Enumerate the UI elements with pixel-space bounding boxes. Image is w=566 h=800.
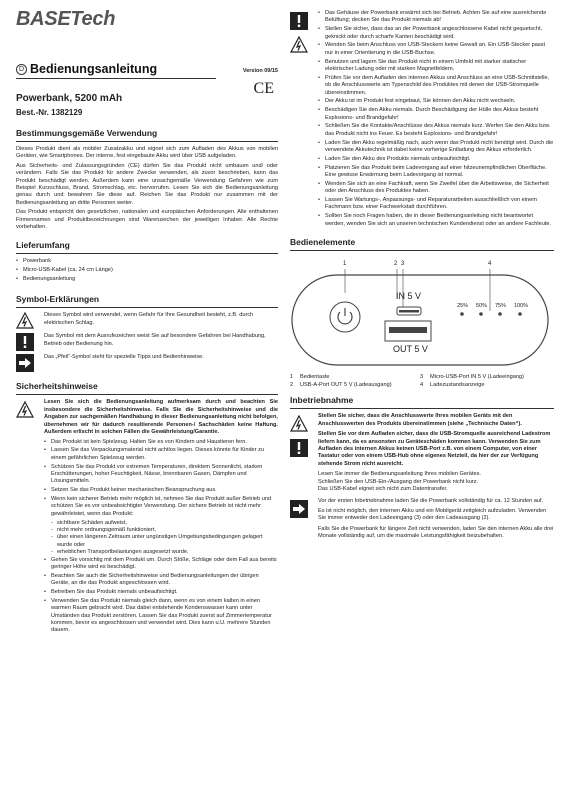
product-name: Powerbank, 5200 mAh — [16, 93, 123, 104]
intended-use-paragraph: Dieses Produkt dient als mobiler Zusatzakku und eignet sich zum Aufladen des Akkus von mobilen Geräten, wie Smartphones. Der interne, fest eingebaute Akku wird über USB aufgeladen. — [16, 146, 278, 160]
symbol-text: Das „Pfeil“-Symbol steht für spezielle Tipps und Bedienhinweise. — [44, 354, 204, 361]
safety-list — [44, 439, 278, 519]
callout-number: 3 — [401, 261, 405, 268]
legend-item: 2 USB-A-Port OUT 5 V (Ladeausgang) — [290, 382, 392, 389]
safety-continued — [290, 10, 554, 229]
list-item: • Prüfen Sie vor dem Aufladen des internen Akkus und Anschluss an eine USB-Schnittstelle, ob die Anschlusswerte am Typenschild des Produktes mit denen der USB-Stromquelle übereinstimmen. — [318, 75, 554, 97]
warning-lightning-icon — [290, 415, 308, 433]
list-item: • Der Akku ist im Produkt fest eingebaut, Sie können den Akku nicht wechseln. — [318, 98, 554, 105]
symbol-row — [16, 333, 278, 351]
list-item: • Schützen Sie das Produkt vor extremen Temperaturen, direktem Sonnenlicht, starken Erschütterungen, hoher Feuchtigkeit, Nässe, brennbaren Gasen, Dämpfen und Lösungsmitteln. — [44, 464, 278, 486]
list-item: • Beschädigen Sie den Akku niemals. Durch Beschädigung der Hülle des Akkus besteht Explosions- und Brandgefahr! — [318, 107, 554, 122]
symbol-row — [16, 354, 278, 372]
startup-tip: Falls Sie die Powerbank für längere Zeit nicht verwenden, laden Sie den internen Akku alle drei Monate vollständig auf, um die maximale Leistungsfähigkeit beizubehalten. — [318, 525, 554, 540]
warning-lightning-icon — [16, 312, 34, 330]
safety-list-continued — [318, 10, 554, 229]
safety-block — [16, 399, 278, 636]
percent-label: 50% — [476, 303, 488, 310]
intended-use-heading: Bestimmungsgemäße Verwendung — [16, 128, 278, 142]
list-item: • Betreiben Sie das Produkt niemals unbeaufsichtigt. — [44, 589, 278, 596]
safety-heading: Sicherheitshinweise — [16, 381, 278, 395]
legend-item: 4 Ladezustandsanzeige — [420, 382, 485, 389]
warning-lightning-icon — [16, 401, 34, 419]
list-item: • Setzen Sie das Produkt keiner mechanischen Beanspruchung aus. — [44, 487, 278, 494]
list-item: • Micro-USB-Kabel (ca. 24 cm Länge) — [16, 267, 278, 274]
startup-note: Das USB-Kabel eignet sich nicht zum Datentransfer. — [318, 486, 448, 493]
exclamation-icon — [290, 439, 308, 457]
icon-stack — [290, 498, 310, 541]
arrow-right-icon — [16, 354, 34, 372]
safety-body — [44, 399, 278, 636]
list-item: • Das Produkt ist kein Spielzeug. Halten Sie es von Kindern und Haustieren fern. — [44, 439, 278, 446]
safety-list — [44, 557, 278, 635]
list-item: • Wenden Sie beim Anschluss von USB-Steckern keine Gewalt an. Ein USB-Stecker passt nur in einer Orientierung in die USB-Buchse. — [318, 42, 554, 57]
out-label: OUT 5 V — [393, 344, 428, 355]
callout-number: 1 — [343, 261, 347, 268]
list-item: • Bedienungsanleitung — [16, 276, 278, 283]
list-item: • Gehen Sie vorsichtig mit dem Produkt um. Durch Stöße, Schläge oder dem Fall aus bereits geringer Höhe wird es beschädigt. — [44, 557, 278, 572]
list-item: • Benutzen und lagern Sie das Produkt nicht in einem Umfeld mit starker statischer elektrischer Ladung oder mit starken Magnetfeldern. — [318, 59, 554, 74]
symbol-text: Dieses Symbol wird verwendet, wenn Gefahr für Ihre Gesundheit besteht, z.B. durch elektrischen Schlag. — [44, 312, 254, 326]
list-item: • Laden Sie den Akku regelmäßig nach, auch wenn das Produkt nicht benötigt wird. Durch die verwendete Akkutechnik ist dabei keine vorherige Entladung des Akkus erforderlich. — [318, 140, 554, 155]
charge-led — [460, 313, 464, 317]
percent-label: 25% — [457, 303, 469, 310]
order-number: Best.-Nr. 1382129 — [16, 108, 83, 117]
list-item: • Lassen Sie Wartungs-, Anpassungs- und Reparaturarbeiten ausschließlich von einem Fachmann bzw. einer Fachwerkstatt durchführen. — [318, 197, 554, 212]
list-item: • Platzieren Sie das Produkt beim Ladevorgang auf einer hitzeunempfindlichen Oberfläche. Eine gewisse Erwärmung beim Ladevorgang ist normal. — [318, 165, 554, 180]
list-item: - sichtbare Schäden aufweist, — [51, 520, 278, 527]
warning-lightning-icon — [290, 36, 308, 54]
delivery-heading: Lieferumfang — [16, 240, 278, 254]
legend-item: 3 Micro-USB-Port IN 5 V (Ladeeingang) — [420, 374, 524, 381]
startup-warning: Stellen Sie vor dem Aufladen sicher, dass die USB-Stromquelle ausreichend Ladestrom liefern kann, da es ansonsten zu Geräteschäden kommen kann. Verwenden Sie zum Aufladen des internen Akkus keinen USB-Port z.B. von einem Computer, von einer Tastatur oder von einem USB-Hub ohne eigenes Netzteil, da hier der zur Verfügung stehende Strom nicht ausreicht. — [318, 431, 551, 467]
right-column — [290, 10, 554, 545]
startup-note: Lesen Sie immer die Bedienungsanleitung Ihres mobilen Gerätes. — [318, 471, 481, 478]
list-item: • Sollten Sie noch Fragen haben, die in dieser Bedienungsanleitung nicht beantwortet werden, wenden Sie sich an unseren technischen Kundendienst oder an andere Fachleute. — [318, 213, 554, 228]
exclamation-icon — [290, 12, 308, 30]
ce-mark: CE — [253, 80, 274, 97]
icon-stack — [290, 10, 310, 229]
charge-led — [518, 313, 522, 317]
arrow-right-icon — [290, 500, 308, 518]
startup-tips — [290, 498, 554, 541]
startup-tip-text — [318, 498, 554, 541]
intended-use-paragraph: Aus Sicherheits- und Zulassungsgründen (CE) dürfen Sie das Produkt nicht umbauen und/ oder verändern. Falls Sie das Produkt für andere Zwecke verwenden, als zuvor beschrieben, kann das Produkt beschädigt werden. Außerdem kann eine unsachgemäße Verwendung Gefahren wie zum Beispiel Kurzschluss, Brand, Stromschlag, etc. hervorrufen. Lesen Sie sich die Bedienungsanleitung genau durch und bewahren Sie diese auf. Reichen Sie das Produkt nur zusammen mit der Bedienungsanleitung an dritte Personen weiter. — [16, 162, 278, 206]
doc-title-row — [16, 62, 278, 76]
list-item: • Beachten Sie auch die Sicherheitshinweise und Bedienungsanleitungen der übrigen Geräte, an die das Produkt angeschlossen wird. — [44, 573, 278, 588]
list-item: • Verwenden Sie das Produkt niemals gleich dann, wenn es von einem kalten in einen warmen Raum gebracht wird. Das dabei entstehende Kondenswasser kann unter Umständen das Produkt zerstören. Lassen Sie das Produkt zuerst auf Zimmertemperatur kommen, bevor es angeschlossen und verwendet wird. Dies kann u.U. mehrere Stunden dauern. — [44, 598, 278, 635]
unsafe-conditions-list — [51, 520, 278, 557]
list-item: • Lassen Sie das Verpackungsmaterial nicht achtlos liegen. Dieses könnte für Kinder zu einem gefährlichen Spielzeug werden. — [44, 447, 278, 462]
version-label: Version 09/15 — [242, 68, 278, 74]
language-badge: D — [16, 64, 27, 75]
callout-number: 2 — [394, 261, 398, 268]
symbol-row — [16, 312, 278, 330]
list-item: - nicht mehr ordnungsgemäß funktioniert, — [51, 527, 278, 534]
startup-tip: Vor der ersten Inbetriebnahme laden Sie die Powerbank vollständig für ca. 12 Stunden auf. — [318, 497, 544, 504]
startup-note: Schließen Sie den USB-Ein-/Ausgang der Powerbank nicht kurz. — [318, 478, 479, 485]
device-diagram — [290, 255, 552, 371]
percent-label: 100% — [514, 303, 529, 310]
percent-label: 75% — [495, 303, 507, 310]
startup-warning: Stellen Sie sicher, dass die Anschlusswerte Ihres mobilen Geräts mit den Anschlusswerten des Produkts übereinstimmen (siehe „Technische Daten“). — [318, 413, 522, 427]
charge-led — [479, 313, 483, 317]
list-item: - erheblichen Transportbelastungen ausgesetzt wurde. — [51, 549, 278, 556]
brand-logo: BASETech — [16, 8, 116, 30]
list-item: • Stellen Sie sicher, dass das an der Powerbank angeschlossene Kabel nicht gequetscht, geknickt oder durch scharfe Kanten beschädigt wird. — [318, 26, 554, 41]
elements-legend — [290, 373, 554, 389]
symbol-text: Das Symbol mit dem Ausrufezeichen weist Sie auf besondere Gefahren bei Handhabung, Betrieb oder Bedienung hin. — [44, 333, 266, 347]
intended-use-paragraph: Das Produkt entspricht den gesetzlichen, nationalen und europäischen Anforderungen. Alle enthaltenen Firmennamen und Produktbezeichnungen sind Warenzeichen der jeweiligen Inhaber. Alle Rechte vorbehalten. — [16, 209, 278, 231]
startup-heading: Inbetriebnahme — [290, 395, 554, 409]
in-label: IN 5 V — [396, 291, 422, 302]
list-item: • Schließen Sie die Kontakte/Anschlüsse des Akkus niemals kurz. Werfen Sie den Akku bzw. das Produkt nicht ins Feuer. Es besteht Explosions- und Brandgefahr! — [318, 123, 554, 138]
doc-title: Bedienungsanleitung — [30, 62, 158, 76]
legend-item: 1 Bedientaste — [290, 374, 330, 381]
list-item: • Wenn kein sicherer Betrieb mehr möglich ist, nehmen Sie das Produkt außer Betrieb und schützen Sie es vor unbeabsichtigter Verwendung. Der sichere Betrieb ist nicht mehr gewährleistet, wenn das Produkt: — [44, 496, 278, 518]
list-item: - über einen längeren Zeitraum unter ungünstigen Umgebungsbedingungen gelagert wurde oder — [51, 534, 278, 549]
startup-tip: Es ist nicht möglich, den internen Akku und ein Mobilgerät zeitgleich aufzuladen. Verwenden Sie immer entweder den Ladeeingang (3) oder den Ladeausgang (2). — [318, 507, 547, 522]
startup-warnings — [290, 413, 554, 493]
title-rule — [16, 78, 216, 79]
icon-stack — [290, 413, 310, 493]
list-item: • Powerbank — [16, 258, 278, 265]
power-button — [330, 302, 360, 332]
list-item: • Wenden Sie sich an eine Fachkraft, wenn Sie Zweifel über die Arbeitsweise, die Sicherheit oder den Anschluss des Produktes haben. — [318, 181, 554, 196]
elements-heading: Bedienelemente — [290, 237, 554, 251]
exclamation-icon — [16, 333, 34, 351]
callout-number: 4 — [488, 261, 492, 268]
left-column — [16, 8, 278, 636]
list-item: • Das Gehäuse der Powerbank erwärmt sich bei Betrieb. Achten Sie auf eine ausreichende Belüftung; decken Sie das Produkt niemals ab! — [318, 10, 554, 25]
charge-led — [498, 313, 502, 317]
safety-intro: Lesen Sie sich die Bedienungsanleitung aufmerksam durch und beachten Sie insbesondere die Sicherheitshinweise. Falls Sie die Sicherheitshinweise und die Angaben zur sachgemäßen Handhabung in dieser Bedienungsanleitung nicht befolgen, übernehmen wir für dadurch resultierende Personen-/ Sachschäden keine Haftung. Außerdem erlischt in solchen Fällen die Gewährleistung/Garantie. — [44, 399, 278, 436]
startup-warning-text — [318, 413, 554, 493]
symbols-heading: Symbol-Erklärungen — [16, 294, 278, 308]
delivery-list — [16, 258, 278, 283]
list-item: • Laden Sie den Akku des Produkts niemals unbeaufsichtigt. — [318, 156, 554, 163]
